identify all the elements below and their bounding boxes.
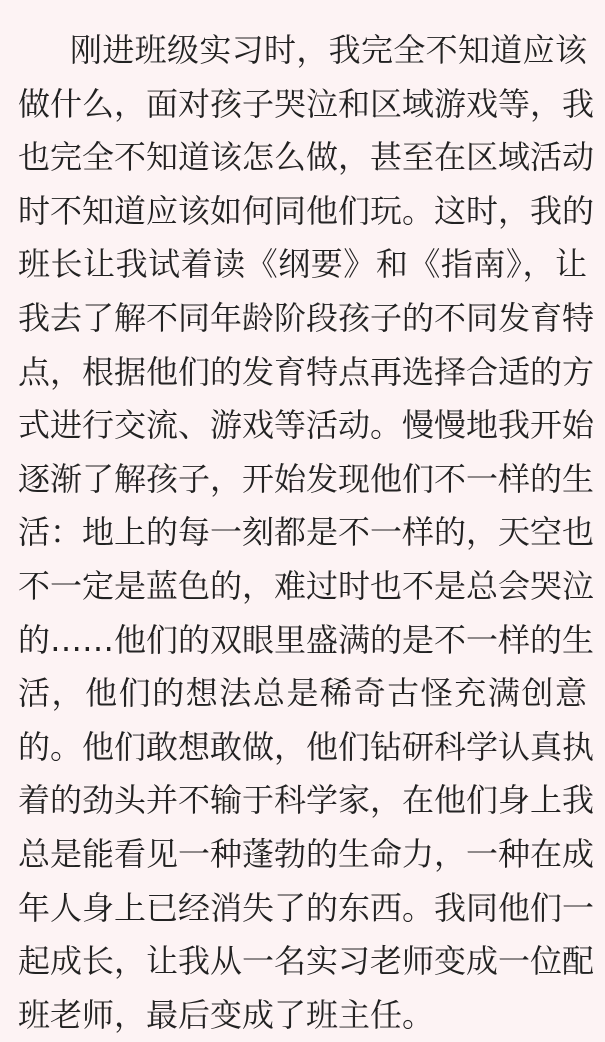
paragraph-line: 我去了解不同年龄阶段孩子的不同发育特	[18, 298, 595, 337]
paragraph-line: 点，根据他们的发育特点再选择合适的方	[18, 352, 595, 391]
paragraph-line: 起成长，让我从一名实习老师变成一位配	[18, 942, 595, 981]
paragraph-line: 式进行交流、游戏等活动。慢慢地我开始	[18, 406, 595, 445]
paragraph-line: 逐渐了解孩子，开始发现他们不一样的生	[18, 459, 595, 498]
paragraph-line: 的。他们敢想敢做，他们钻研科学认真执	[18, 727, 595, 766]
paragraph-line: 年人身上已经消失了的东西。我同他们一	[18, 888, 595, 927]
article-paragraph	[18, 24, 595, 1042]
paragraph-line: 不一定是蓝色的，难过时也不是总会哭泣	[18, 566, 595, 605]
paragraph-line: 班长让我试着读《纲要》和《指南》，让	[18, 245, 587, 284]
paragraph-line: 刚进班级实习时，我完全不知道应该	[70, 31, 587, 69]
paragraph-line: 总是能看见一种蓬勃的生命力，一种在成	[18, 834, 595, 873]
paragraph-line: 班老师，最后变成了班主任。	[18, 995, 435, 1034]
paragraph-line: 活，他们的想法总是稀奇古怪充满创意	[18, 674, 587, 713]
paragraph-line: 做什么，面对孩子哭泣和区域游戏等，我	[18, 84, 595, 123]
paragraph-line: 活：地上的每一刻都是不一样的，天空也	[18, 513, 595, 552]
paragraph-line: 的……他们的双眼里盛满的是不一样的生	[18, 620, 595, 659]
paragraph-line: 也完全不知道该怎么做，甚至在区域活动	[18, 138, 595, 177]
paragraph-line: 时不知道应该如何同他们玩。这时，我的	[18, 191, 595, 230]
paragraph-line: 着的劲头并不输于科学家，在他们身上我	[18, 781, 595, 820]
